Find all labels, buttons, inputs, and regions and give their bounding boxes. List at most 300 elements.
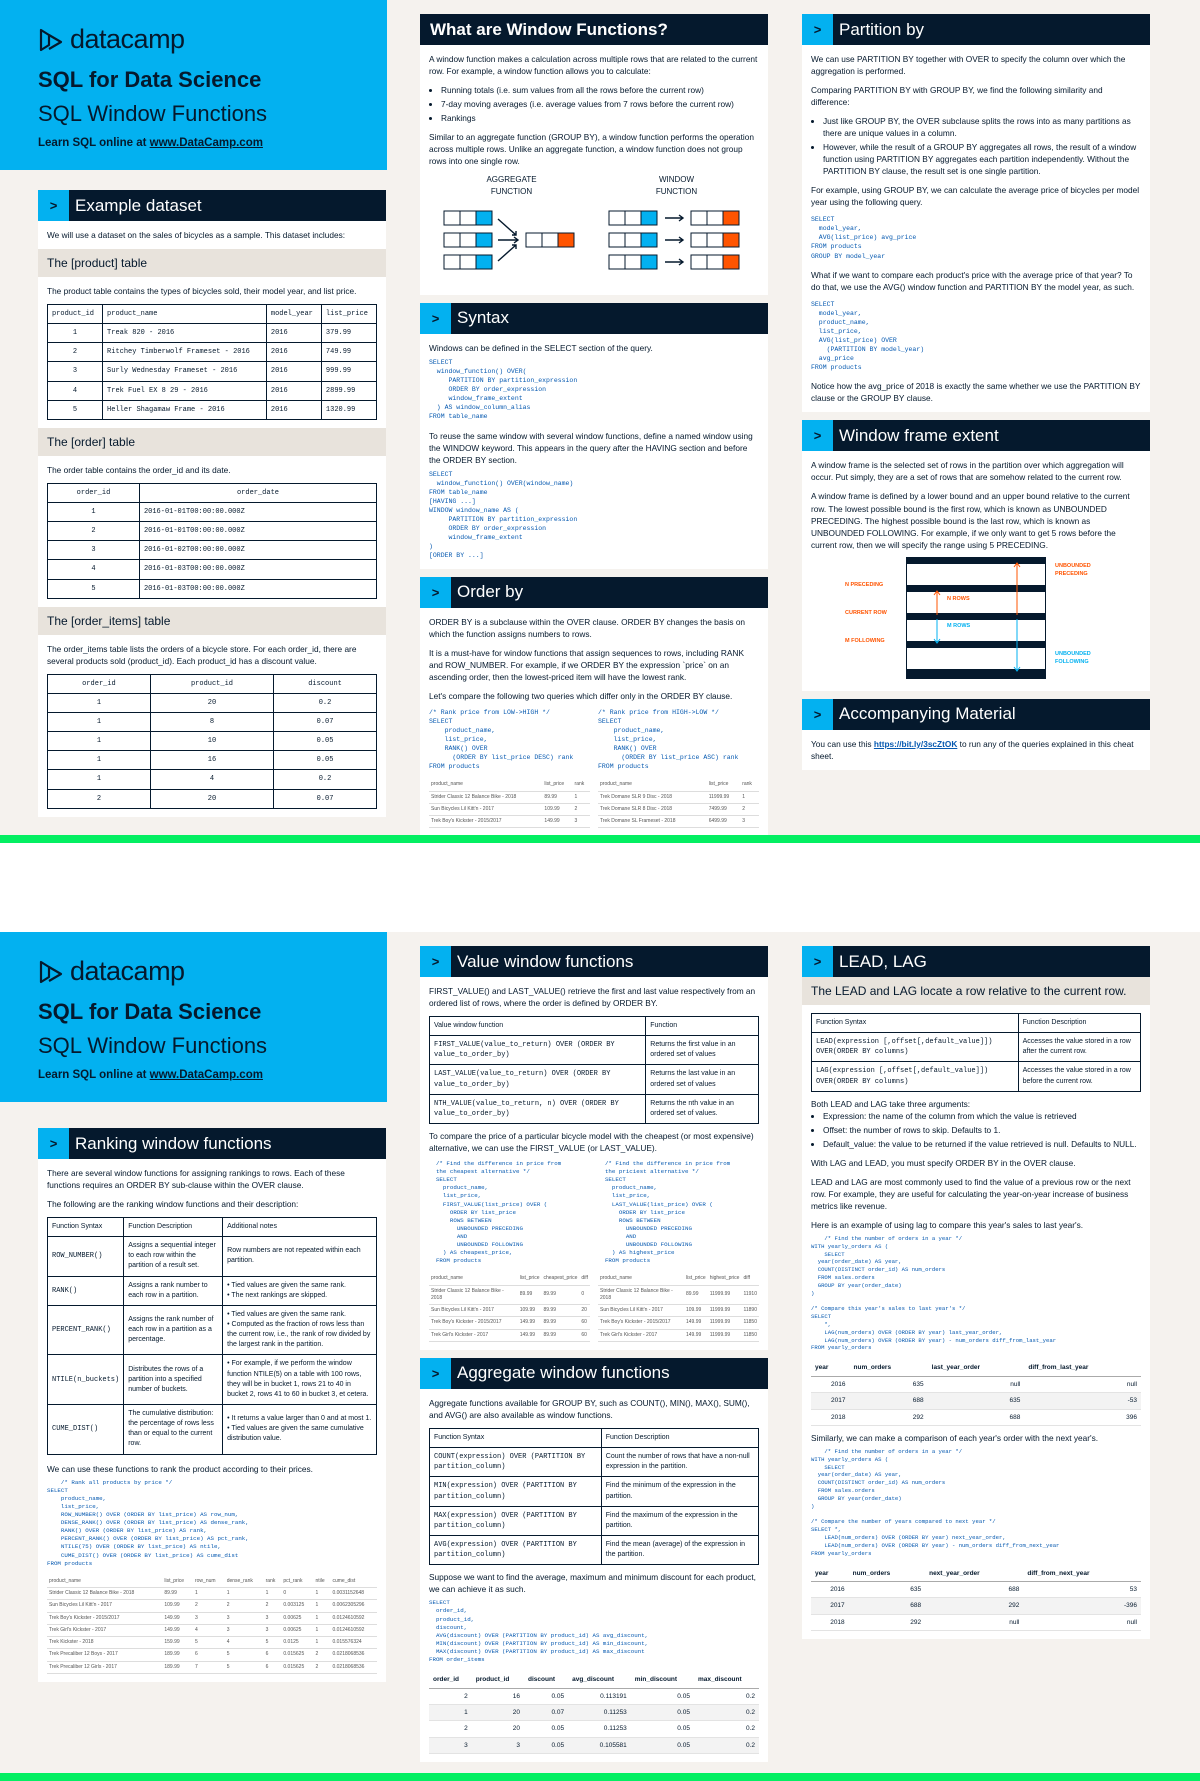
bullet-item: • Offset: the number of rows to skip. Defaults to 1.	[823, 1124, 1141, 1136]
table-cell: 1	[313, 1612, 330, 1624]
table-cell: 2	[313, 1649, 330, 1661]
table-cell: 0.0218068536	[330, 1649, 377, 1661]
column-1	[38, 190, 386, 825]
table-cell: Trek Girl's Kickster - 2017	[598, 1329, 684, 1341]
table-row	[47, 1612, 377, 1624]
table-cell: rank	[740, 779, 759, 791]
table-row	[48, 400, 377, 419]
table-cell: 635	[850, 1376, 928, 1392]
table-cell: 11999.99	[707, 791, 740, 803]
table-row	[598, 1317, 759, 1329]
table-row	[48, 541, 377, 560]
table-cell: rank	[573, 779, 590, 791]
table-cell: diff	[741, 1273, 759, 1285]
table-cell: 10	[150, 732, 273, 751]
table-cell: product_name	[429, 779, 542, 791]
arrow-icon: >	[420, 303, 451, 334]
table-cell: 0.0218068536	[330, 1661, 377, 1673]
table-header: Function	[646, 1017, 759, 1036]
datacamp-logo-icon	[38, 27, 64, 53]
column-3	[802, 14, 1150, 778]
table-cell: 0.0062305296	[330, 1600, 377, 1612]
table-header: order_id	[48, 483, 140, 502]
table-cell: Find the maximum of the expression in the partition.	[601, 1506, 758, 1535]
table-cell: Trek Fuel EX 8 29 - 2016	[103, 381, 267, 400]
table-cell: 53	[1023, 1581, 1141, 1597]
arrow-icon: >	[802, 699, 833, 730]
aggregate-p1: Aggregate functions available for GROUP BY, such as COUNT(), MIN(), MAX(), SUM(), and AVG() are also available as window functions.	[429, 1397, 750, 1420]
table-cell: 0.07	[274, 713, 377, 732]
table-cell: 0.11253	[568, 1721, 631, 1737]
table-cell: 0.003125	[281, 1600, 313, 1612]
table-cell: Assigns the rank number of each row in a partition as a percentage.	[124, 1305, 223, 1355]
orderby-code-a: /* Rank price from LOW->HIGH */ SELECT product_name, list_price, RANK() OVER (ORDER BY list_price DESC) rank FROM products	[429, 708, 574, 771]
table-header: Function Description	[124, 1218, 223, 1237]
logo-text: datacamp	[70, 956, 185, 986]
ranking-p2: The following are the ranking window functions and their description:	[47, 1199, 299, 1210]
table-cell: 89.99	[684, 1285, 708, 1305]
table-header: product_id	[48, 305, 103, 324]
label-m-following: M FOLLOWING	[845, 637, 885, 644]
section-title: Window frame extent	[839, 425, 999, 445]
table-cell: Trek Boy's Kickster - 2015/2017	[429, 816, 542, 828]
value-functions-table	[429, 1016, 759, 1124]
table-cell: Distributes the rows of a partition into a specified number of buckets.	[124, 1355, 223, 1405]
hero-subtitle: SQL Window Functions	[38, 101, 268, 126]
table-header: Function Syntax	[812, 1014, 1019, 1033]
table-cell: 149.99	[684, 1317, 708, 1329]
table-cell: cume_dist	[330, 1576, 377, 1588]
table-cell: 0.00625	[281, 1624, 313, 1636]
table-cell: 4	[150, 770, 273, 789]
table-cell: 1	[264, 1588, 282, 1600]
learn-line	[38, 1069, 387, 1081]
table-row	[811, 1376, 1141, 1392]
arrow-icon: >	[802, 14, 833, 45]
table-cell: 149.99	[518, 1329, 542, 1341]
table-row	[48, 751, 377, 770]
table-cell: null	[1023, 1614, 1141, 1630]
table-cell: Returns the first value in an ordered set of values	[646, 1036, 759, 1065]
table-header: diff_from_next_year	[1023, 1566, 1141, 1582]
table-cell: 1	[48, 770, 151, 789]
table-cell: Returns the nth value in an ordered set of values.	[646, 1094, 759, 1123]
table-row	[429, 1285, 590, 1305]
leadlag-p2: With LAG and LEAD, you must specify ORDER BY in the OVER clause.	[811, 1157, 1076, 1168]
table-cell: 2	[740, 803, 759, 815]
value-result-b	[598, 1273, 759, 1342]
table-cell: 3	[225, 1612, 264, 1624]
table-cell: -53	[1024, 1393, 1141, 1409]
datacamp-link[interactable]: www.DataCamp.com	[149, 1069, 263, 1081]
table-cell: 0.05	[524, 1688, 568, 1704]
table-cell: 89.99	[541, 1317, 579, 1329]
label-m-rows: M ROWS	[947, 622, 971, 629]
table-cell: 2	[264, 1600, 282, 1612]
bullet-item: • Running totals (i.e. sum values from all the rows before the current row)	[441, 84, 759, 96]
table-cell: 0.015576324	[330, 1637, 377, 1649]
table-cell: 1	[429, 1705, 472, 1721]
partition-by-card	[802, 14, 1150, 412]
table-cell: 2016-01-01T00:00:00.000Z	[139, 522, 376, 541]
table-header: order_id	[48, 674, 151, 693]
table-row	[430, 1448, 759, 1477]
table-cell: 1	[740, 791, 759, 803]
column-1	[38, 1128, 386, 1690]
page-2	[0, 932, 1200, 1764]
example-dataset-card	[38, 190, 386, 817]
table-row	[811, 1598, 1141, 1614]
order-table-desc: The order table contains the order_id and its date.	[47, 464, 231, 475]
table-cell: 6	[264, 1649, 282, 1661]
syntax-p2: To reuse the same window with several window functions, define a named window using the WINDOW keyword. This appears in the query after the HAVING section and before the ORDER BY section.	[429, 430, 753, 465]
table-cell: 2016-01-03T00:00:00.000Z	[139, 560, 376, 579]
table-row	[48, 732, 377, 751]
table-cell: Strider Classic 12 Balance Bike - 2018	[47, 1588, 162, 1600]
table-cell: 1	[313, 1637, 330, 1649]
table-cell: Trek Boy's Kickster - 2015/2017	[47, 1612, 162, 1624]
table-cell: 20	[150, 693, 273, 712]
order-table-title: The [order] table	[38, 428, 386, 456]
table-cell: list_price	[162, 1576, 193, 1588]
table-cell: 0.00625	[281, 1612, 313, 1624]
table-cell: Sun Bicycles Lil Kitt'n - 2017	[598, 1305, 684, 1317]
table-cell: 0.0124610592	[330, 1612, 377, 1624]
table-cell: 688	[925, 1581, 1023, 1597]
table-cell: 0.0031152648	[330, 1588, 377, 1600]
table-header-row	[429, 1672, 759, 1688]
table-cell: 6499.99	[707, 816, 740, 828]
table-cell: 149.99	[162, 1612, 193, 1624]
partition-p3: For example, using GROUP BY, we can calculate the average price of bicycles per model year using the following query.	[811, 185, 1140, 208]
table-cell: Trek Girl's Kickster - 2017	[47, 1624, 162, 1636]
table-cell: 5	[48, 400, 103, 419]
table-cell: Trek Domane SLR 9 Disc - 2018	[598, 791, 707, 803]
whatare-p2: Similar to an aggregate function (GROUP BY), a window function performs the operation across multiple rows. Unlike an aggregate function, a window function does not group rows into one single row.	[429, 132, 754, 167]
table-cell: list_price	[707, 779, 740, 791]
table-cell: 1	[48, 693, 151, 712]
table-row	[430, 1036, 759, 1065]
table-cell: Sun Bicycles Lil Kitt'n - 2017	[429, 1305, 518, 1317]
partition-p1: We can use PARTITION BY together with OVER to specify the column over which the aggregation is performed.	[811, 54, 1126, 77]
table-cell: Trek Kickster - 2018	[47, 1637, 162, 1649]
table-cell: pct_rank	[281, 1576, 313, 1588]
table-cell: 4	[193, 1624, 225, 1636]
arrow-icon: >	[38, 1128, 69, 1159]
aggregate-card	[420, 1358, 768, 1762]
lead-lag-table	[811, 1013, 1141, 1092]
label-unbounded-preceding: UNBOUNDED PRECEDING	[1055, 562, 1091, 577]
frame-p2: A window frame is defined by a lower bound and an upper bound relative to the current row. The lowest possible bound is the first row, which is known as UNBOUNDED PRECEDING. The highest possible bound is the last row, which is known as UNBOUNDED FOLLOWING. For example, if we only want to get 5 rows before the current row, then we will specify the range using 5 PRECEDING.	[811, 491, 1130, 550]
table-row	[47, 1588, 377, 1600]
table-cell: 0.2	[694, 1737, 759, 1753]
aggregate-function-diagram	[442, 207, 582, 277]
table-cell: 1	[225, 1588, 264, 1600]
table-header: Additional notes	[223, 1218, 377, 1237]
table-cell: Sun Bicycles Lil Kitt'n - 2017	[429, 803, 542, 815]
table-cell: 1	[48, 713, 151, 732]
table-cell: 1	[313, 1600, 330, 1612]
syntax-p1: Windows can be defined in the SELECT section of the query.	[429, 342, 653, 353]
leadlag-p4: Here is an example of using lag to compare this year's sales to last year's.	[811, 1219, 1084, 1230]
table-header: num_orders	[850, 1360, 928, 1376]
table-cell: 6	[193, 1649, 225, 1661]
table-cell: 2016	[266, 381, 321, 400]
table-cell: 2016	[266, 343, 321, 362]
value-p2: To compare the price of a particular bicycle model with the cheapest (or most expensive) alternative, we can use the FIRST_VALUE (or LAST_VALUE).	[429, 1131, 754, 1154]
table-row	[598, 1273, 759, 1285]
table-cell: 3	[740, 816, 759, 828]
table-cell: RANK()	[48, 1276, 124, 1305]
table-row	[48, 1276, 377, 1305]
arrow-icon: >	[802, 946, 833, 977]
table-cell: 2	[225, 1600, 264, 1612]
table-cell: 2017	[811, 1598, 849, 1614]
orderby-code-b: /* Rank price from HIGH->LOW */ SELECT product_name, list_price, RANK() OVER (ORDER BY list_price ASC) rank FROM products	[598, 708, 739, 771]
table-row	[48, 770, 377, 789]
datacamp-link[interactable]: www.DataCamp.com	[149, 137, 263, 149]
column-3	[802, 946, 1150, 1647]
orderby-result-a	[429, 779, 590, 828]
table-cell: 20	[472, 1721, 524, 1737]
table-cell: 3	[48, 362, 103, 381]
aggregate-code: SELECT order_id, product_id, discount, AVG(discount) OVER (PARTITION BY product_id) AS avg_discount, MIN(discount) OVER (PARTITION BY product_id) AS min_discount, MAX(discount) OVER (PARTITION BY product_id) AS max_discount FROM order_items	[429, 1599, 649, 1664]
table-cell: LAG(expression [,offset[,default_value]]) OVER(ORDER BY columns)	[812, 1062, 1019, 1091]
table-cell: 89.99	[541, 1305, 579, 1317]
table-cell: 292	[849, 1614, 925, 1630]
table-cell: 11999.99	[708, 1329, 742, 1341]
table-row	[47, 1600, 377, 1612]
table-cell: 1	[48, 503, 140, 522]
table-cell: Row numbers are not repeated within each partition.	[223, 1237, 377, 1276]
table-cell: 4	[48, 560, 140, 579]
table-cell: 1320.99	[321, 400, 376, 419]
table-row	[47, 1649, 377, 1661]
learn-line	[38, 137, 387, 149]
table-cell: 3	[573, 816, 590, 828]
table-row	[48, 789, 377, 808]
table-header: year	[811, 1566, 849, 1582]
leadlag-bullets	[811, 1110, 1141, 1150]
table-header: year	[811, 1360, 850, 1376]
table-cell: 2016-01-03T00:00:00.000Z	[139, 579, 376, 598]
table-header: order_date	[139, 483, 376, 502]
table-cell: 2	[429, 1721, 472, 1737]
table-cell: 0.2	[694, 1721, 759, 1737]
table-cell: 4	[48, 381, 103, 400]
table-cell: null	[928, 1376, 1025, 1392]
table-row	[48, 503, 377, 522]
table-cell: cheapest_price	[541, 1273, 579, 1285]
leadlag-p3: LEAD and LAG are most commonly used to find the value of a previous row or the next row. For example, they are useful for calculating the year-on-year increase of business metrics like revenue.	[811, 1176, 1131, 1211]
table-cell: dense_rank	[225, 1576, 264, 1588]
bullet-item: • 7-day moving averages (i.e. average values from 7 rows before the current row)	[441, 98, 759, 110]
table-cell: highest_price	[708, 1273, 742, 1285]
arrow-icon: >	[420, 946, 451, 977]
table-cell: 3	[48, 541, 140, 560]
partition-p4: What if we want to compare each product's price with the average price of that year? To do that, we use the AVG() window function and PARTITION BY the model year, as such.	[811, 269, 1135, 292]
table-cell: 11890	[741, 1305, 759, 1317]
ranking-card	[38, 1128, 386, 1682]
value-code-a: /* Find the difference in price from the cheapest alternative */ SELECT product_name, list_price, FIRST_VALUE(list_price) OVER ( ORDER BY list_price ROWS BETWEEN UNBOUNDED PRECEDING AND UNBOUNDED FOLLOWING ) AS cheapest_price, FROM products	[435, 1160, 562, 1265]
label-n-rows: N ROWS	[947, 595, 970, 602]
ranking-code: /* Rank all products by price */ SELECT product_name, list_price, ROW_NUMBER() OVER (ORDER BY list_price) AS row_num, DENSE_RANK() OVER (ORDER BY list_price) AS dense_rank, RANK() OVER (ORDER BY list_price) AS rank, PERCENT_RANK() OVER (ORDER BY list_price) AS pct_rank, NTILE(75) OVER (ORDER BY list_price) AS ntile, CUME_DIST() OVER (ORDER BY list_price) AS cume_dist FROM products	[47, 1478, 249, 1567]
table-cell: 5	[225, 1661, 264, 1673]
table-cell: 2016	[266, 324, 321, 343]
table-cell: 3	[472, 1737, 524, 1753]
table-cell: 0.05	[274, 751, 377, 770]
table-row	[47, 1637, 377, 1649]
table-header: list_price	[321, 305, 376, 324]
table-header: Value window function	[430, 1017, 646, 1036]
table-cell: 0.105581	[568, 1737, 631, 1753]
whatare-bullets	[429, 84, 759, 124]
frame-arrows	[907, 557, 1047, 679]
table-row	[429, 1273, 590, 1285]
section-title: Accompanying Material	[839, 704, 1016, 724]
table-cell: 292	[850, 1409, 928, 1425]
learn-prefix: Learn SQL online at	[38, 1069, 150, 1081]
table-cell: 1	[48, 751, 151, 770]
table-row	[48, 1237, 377, 1276]
window-frame-diagram	[845, 557, 1091, 679]
table-cell: 0.0125	[281, 1637, 313, 1649]
value-code-b: /* Find the difference in price from the priciest alternative */ SELECT product_name, list_price, LAST_VALUE(list_price) OVER ( ORDER BY list_price ROWS BETWEEN UNBOUNDED PRECEDING AND UNBOUNDED FOLLOWING ) AS highest_price FROM products	[604, 1160, 731, 1265]
table-cell: NTILE(n_buckets)	[48, 1355, 124, 1405]
table-header: min_discount	[631, 1672, 694, 1688]
label-unbounded-following: UNBOUNDED FOLLOWING	[1055, 650, 1091, 665]
table-cell: LAST_VALUE(value_to_return) OVER (ORDER BY value_to_order_by)	[430, 1065, 646, 1094]
arrow-icon: >	[420, 577, 451, 608]
table-cell: 5	[264, 1637, 282, 1649]
table-cell: Trek Girl's Kickster - 2017	[429, 1329, 518, 1341]
table-cell: 0.05	[631, 1688, 694, 1704]
table-cell: 89.99	[541, 1285, 579, 1305]
table-row	[48, 1355, 377, 1405]
table-cell: 1	[48, 732, 151, 751]
table-cell: 11999.99	[708, 1317, 742, 1329]
arrow-icon: >	[802, 420, 833, 451]
value-card	[420, 946, 768, 1350]
table-header-row	[812, 1014, 1141, 1033]
table-header: Function Description	[601, 1429, 758, 1448]
table-cell: 2016	[811, 1581, 849, 1597]
table-cell: 0.0124610592	[330, 1624, 377, 1636]
section-title: Syntax	[457, 308, 509, 328]
table-cell: 189.99	[162, 1661, 193, 1673]
table-cell: Find the minimum of the expression in the partition.	[601, 1477, 758, 1506]
aggregate-label: AGGREGATE FUNCTION	[486, 175, 537, 196]
table-cell: 60	[579, 1317, 590, 1329]
table-row	[811, 1581, 1141, 1597]
table-cell: 2899.99	[321, 381, 376, 400]
table-cell: 0.113191	[568, 1688, 631, 1704]
product-table-desc: The product table contains the types of bicycles sold, their model year, and list price.	[47, 286, 357, 297]
table-cell: 1	[313, 1588, 330, 1600]
table-cell: 0.05	[631, 1737, 694, 1753]
table-cell: 2	[193, 1600, 225, 1612]
table-cell: Returns the last value in an ordered set of values	[646, 1065, 759, 1094]
aggregate-vs-window-diagram	[429, 174, 759, 281]
table-cell: Assigns a sequential integer to each row within the partition of a result set.	[124, 1237, 223, 1276]
table-header: product_id	[472, 1672, 524, 1688]
leadlag-p5: Similarly, we can make a comparison of each year's order with the next year's.	[811, 1432, 1099, 1443]
aggregate-p2: Suppose we want to find the average, maximum and minimum discount for each product, we can achieve it as such.	[429, 1572, 756, 1595]
datacamp-logo	[38, 24, 387, 55]
logo-text: datacamp	[70, 24, 185, 54]
table-cell: 11999.99	[708, 1285, 742, 1305]
page-gap	[0, 843, 1200, 932]
table-row	[812, 1062, 1141, 1091]
table-cell: 2	[48, 522, 140, 541]
bullet-item: • Just like GROUP BY, the OVER subclause splits the rows into as many partitions as there are unique values in a column.	[823, 115, 1141, 139]
table-cell: 1	[573, 791, 590, 803]
order-by-card	[420, 577, 768, 837]
table-cell: 149.99	[542, 816, 572, 828]
bullet-item: • Expression: the name of the column from which the value is retrieved	[823, 1110, 1141, 1122]
material-link[interactable]: https://bit.ly/3scZtOK	[873, 738, 958, 749]
table-cell: list_price	[684, 1273, 708, 1285]
table-cell: 0.2	[274, 770, 377, 789]
table-cell: 20	[579, 1305, 590, 1317]
table-cell: 0.2	[274, 693, 377, 712]
table-cell: 5	[48, 579, 140, 598]
table-cell: MIN(expression) OVER (PARTITION BY partition_column)	[430, 1477, 602, 1506]
label-n-preceding: N PRECEDING	[845, 581, 884, 588]
table-cell: Accesses the value stored in a row after the current row.	[1018, 1033, 1140, 1062]
table-cell: 396	[1024, 1409, 1141, 1425]
table-row	[48, 1405, 377, 1455]
table-cell: ROW_NUMBER()	[48, 1237, 124, 1276]
table-cell: 109.99	[684, 1305, 708, 1317]
window-label: WINDOW FUNCTION	[655, 175, 698, 196]
table-cell: 0.05	[631, 1705, 694, 1721]
table-cell: 635	[849, 1581, 925, 1597]
table-cell: 0.2	[694, 1688, 759, 1704]
value-result-a	[429, 1273, 590, 1342]
table-cell: 89.99	[518, 1285, 542, 1305]
partition-code-2: SELECT model_year, product_name, list_price, AVG(list_price) OVER (PARTITION BY model_year) avg_price FROM products	[811, 300, 925, 372]
arrow-icon: >	[38, 190, 69, 221]
table-row	[48, 713, 377, 732]
table-row	[811, 1393, 1141, 1409]
table-cell: product_name	[598, 779, 707, 791]
column-2	[420, 946, 768, 1770]
table-cell: Trek Precaliber 12 Girls - 2017	[47, 1661, 162, 1673]
table-header-row	[48, 483, 377, 502]
table-header: discount	[274, 674, 377, 693]
section-title: Partition by	[839, 19, 925, 39]
order-items-table-title: The [order_items] table	[38, 607, 386, 635]
table-cell: 292	[925, 1598, 1023, 1614]
table-cell: Strider Classic 12 Balance Bike - 2018	[598, 1285, 684, 1305]
orderby-p3: Let's compare the following two queries which differ only in the ORDER BY clause.	[429, 690, 733, 701]
table-cell: Surly Wednesday Frameset - 2016	[103, 362, 267, 381]
table-cell: 5	[225, 1649, 264, 1661]
ranking-p3: We can use these functions to rank the product according to their prices.	[47, 1463, 313, 1474]
table-cell: 11999.99	[708, 1305, 742, 1317]
table-cell: 688	[849, 1598, 925, 1614]
table-cell: null	[1024, 1376, 1141, 1392]
table-cell: product_name	[429, 1273, 518, 1285]
table-row	[48, 381, 377, 400]
hero-title: SQL for Data Science	[38, 999, 262, 1024]
table-cell: 0.05	[631, 1721, 694, 1737]
table-cell: 3	[429, 1737, 472, 1753]
table-cell: 379.99	[321, 324, 376, 343]
table-cell: 2	[429, 1688, 472, 1704]
table-row	[47, 1661, 377, 1673]
